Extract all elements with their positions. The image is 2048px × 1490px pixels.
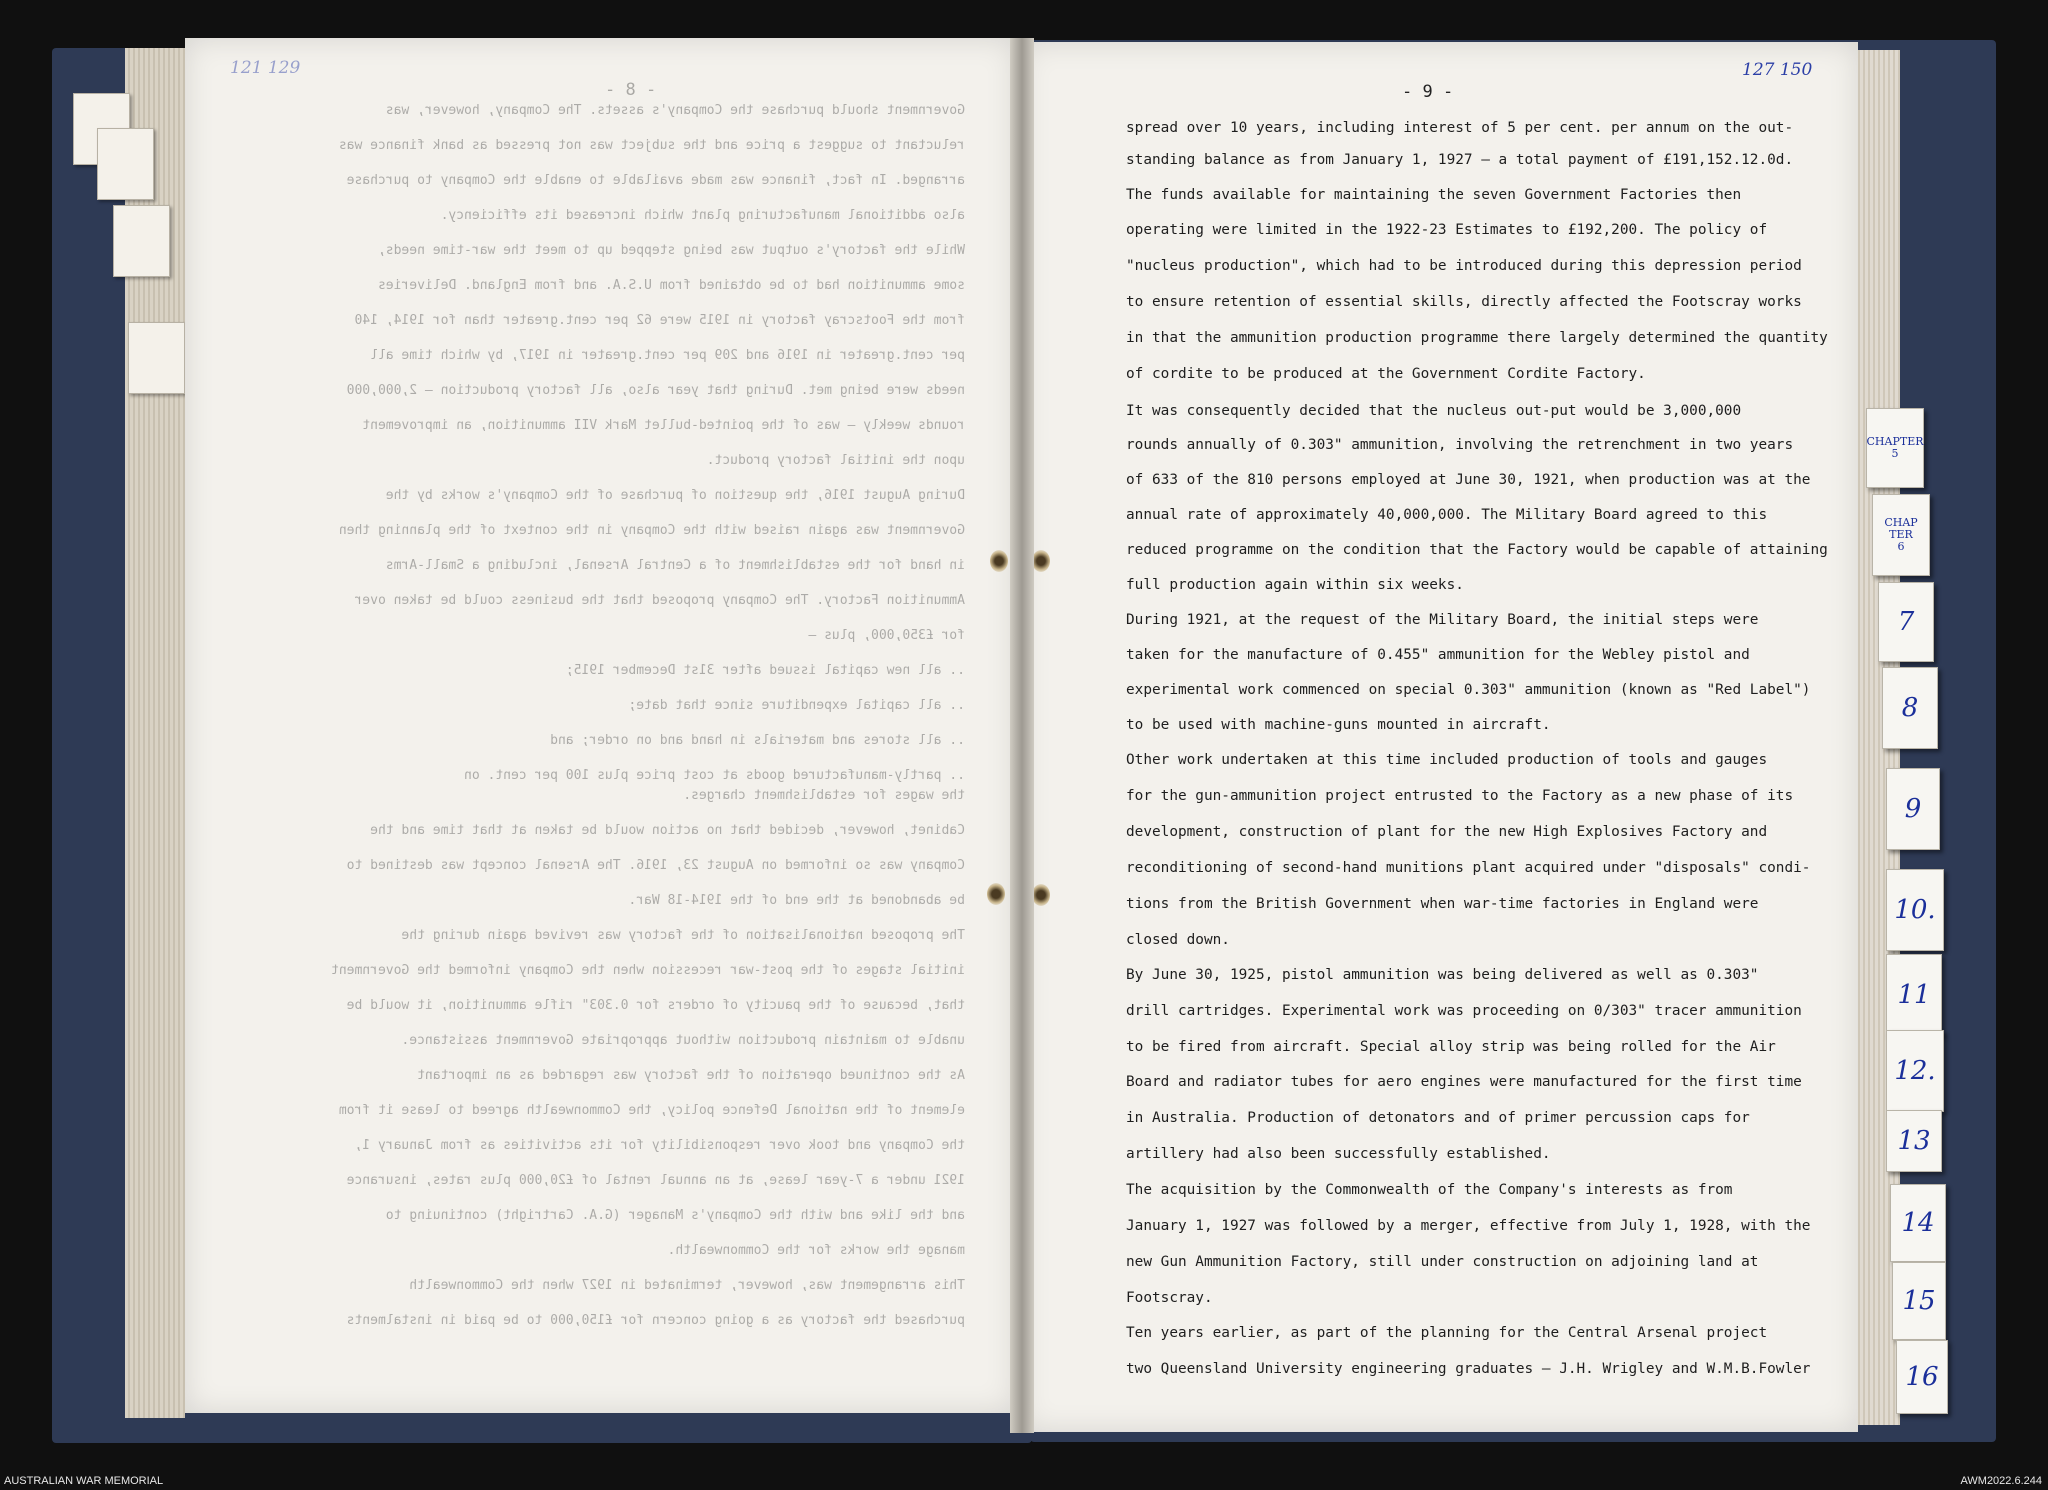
ghost-line: for £350,000, plus — (808, 628, 965, 643)
book-gutter (1010, 38, 1034, 1433)
ghost-line: rounds weekly — was of the pointed-bullet Mark VII ammunition, an improvement (362, 418, 965, 433)
ghost-line: element of the national Defence policy, the Commonwealth agreed to lease it from (338, 1103, 965, 1118)
text-line: full production again within six weeks. (1126, 577, 1464, 593)
binding-hole (987, 883, 1005, 905)
chapter-tab-6[interactable] (1872, 494, 1930, 576)
text-line: Footscray. (1126, 1290, 1213, 1306)
binding-hole (1032, 550, 1050, 572)
ghost-line: Company was so informed on August 23, 1916. The Arsenal concept was destined to (346, 858, 965, 873)
ghost-line: .. all new capital issued after 31st December 1915; (565, 663, 965, 678)
ghost-line: some ammunition had to be obtained from U.S.A. and from England. Deliveries (378, 278, 965, 293)
text-line: new Gun Ammunition Factory, still under construction on adjoining land at (1126, 1254, 1759, 1270)
text-line: Other work undertaken at this time included production of tools and gauges (1126, 752, 1768, 768)
text-line: experimental work commenced on special 0.303" ammunition (known as "Red Label") (1126, 682, 1811, 698)
chapter-tab-number: 7 (1897, 607, 1915, 637)
chapter-tab-13[interactable] (1886, 1110, 1942, 1172)
ghost-line: that, because of the paucity of orders for 0.303" rifle ammunition, it would be (346, 998, 965, 1013)
bleed-through-text (225, 38, 965, 1408)
chapter-tab-number: 15 (1902, 1286, 1936, 1316)
chapter-tab-16[interactable] (1896, 1340, 1948, 1414)
chapter-tab-11[interactable] (1886, 954, 1942, 1036)
text-line: "nucleus production", which had to be introduced during this depression period (1126, 258, 1802, 274)
chapter-tab-label: CHAP TER (1884, 516, 1918, 541)
text-line: annual rate of approximately 40,000,000. The Military Board agreed to this (1126, 507, 1768, 523)
left-index-tab (97, 128, 154, 200)
ghost-line: manage the works for the Commonwealth. (667, 1243, 965, 1258)
ghost-line: .. all stores and materials in hand and on order; and (550, 733, 965, 748)
ghost-line: .. all capital expenditure since that date; (628, 698, 965, 713)
text-line: reduced programme on the condition that the Factory would be capable of attaining (1126, 542, 1828, 558)
ghost-line: the wages for establishment charges. (683, 788, 965, 803)
ghost-line: be abandoned at the end of the 1914-18 War. (628, 893, 965, 908)
text-line: to be used with machine-guns mounted in aircraft. (1126, 717, 1551, 733)
chapter-tab-number: 13 (1897, 1126, 1931, 1156)
ghost-line: This arrangement was, however, terminated in 1927 when the Commonwealth (409, 1278, 965, 1293)
text-line: to ensure retention of essential skills, directly affected the Footscray works (1126, 294, 1802, 310)
text-line: for the gun-ammunition project entrusted to the Factory as a new phase of its (1126, 788, 1794, 804)
text-line: rounds annually of 0.303" ammunition, involving the retrenchment in two years (1126, 437, 1794, 453)
text-line: Ten years earlier, as part of the planning for the Central Arsenal project (1126, 1325, 1768, 1341)
chapter-tab-12[interactable] (1886, 1030, 1944, 1112)
ghost-line: and the like and with the Company's Manager (G.A. Cartright) continuing to (385, 1208, 965, 1223)
ghost-line: 1921 under a 7-year lease, at an annual rental of £20,000 plus rates, insurance (346, 1173, 965, 1188)
ghost-line: As the continued operation of the factory was regarded as an important (417, 1068, 965, 1083)
chapter-tab-label: CHAPTER (1866, 435, 1924, 448)
ghost-line: During August 1916, the question of purchase of the Company's works by the (385, 488, 965, 503)
ghost-line: purchased the factory as a going concern for £150,000 to be paid in instalments (346, 1313, 965, 1328)
chapter-tab-10[interactable] (1886, 869, 1944, 951)
ghost-line: needs were being met. During that year also, all factory production — 2,000,000 (346, 383, 965, 398)
chapter-tab-7[interactable] (1878, 582, 1934, 662)
ghost-line: Cabinet, however, decided that no action would be taken at that time and the (370, 823, 965, 838)
ghost-line: in hand for the establishment of a Central Arsenal, including a Small-Arms (385, 558, 965, 573)
left-page-number: - 8 - (605, 80, 657, 100)
left-page (185, 38, 1015, 1413)
chapter-tab-number: 12. (1894, 1056, 1936, 1086)
chapter-tab-number: 9 (1904, 794, 1922, 824)
right-page-number: - 9 - (1402, 82, 1454, 102)
text-line: closed down. (1126, 932, 1230, 948)
text-line: standing balance as from January 1, 1927 — a total payment of £191,152.12.0d. (1126, 152, 1794, 168)
text-line: artillery had also been successfully established. (1126, 1146, 1551, 1162)
ghost-line: While the factory's output was being stepped up to meet the war-time needs, (378, 243, 965, 258)
text-line: operating were limited in the 1922-23 Estimates to £192,200. The policy of (1126, 222, 1768, 238)
text-line: of 633 of the 810 persons employed at June 30, 1921, when production was at the (1126, 472, 1811, 488)
text-line: two Queensland University engineering graduates — J.H. Wrigley and W.M.B.Fowler (1126, 1361, 1811, 1377)
text-line: to be fired from aircraft. Special alloy strip was being rolled for the Air (1126, 1039, 1776, 1055)
ghost-line: the Company and took over responsibility for its activities as from January 1, (354, 1138, 965, 1153)
chapter-tab-9[interactable] (1886, 768, 1940, 850)
chapter-tab-5[interactable] (1866, 408, 1924, 488)
binding-hole (990, 550, 1008, 572)
left-index-tab (113, 205, 170, 277)
text-line: The funds available for maintaining the seven Government Factories then (1126, 187, 1742, 203)
text-line: development, construction of plant for the new High Explosives Factory and (1126, 824, 1768, 840)
archive-reference: AWM2022.6.244 (1960, 1475, 2042, 1487)
ghost-line: The proposed nationalisation of the factory was revived again during the (401, 928, 965, 943)
text-line: tions from the British Government when war-time factories in England were (1126, 896, 1759, 912)
ghost-line: reluctant to suggest a price and the subject was not pressed as bank finance was (338, 138, 965, 153)
text-line: During 1921, at the request of the Military Board, the initial steps were (1126, 612, 1759, 628)
left-index-tab (128, 322, 185, 394)
text-line: in Australia. Production of detonators and of primer percussion caps for (1126, 1110, 1750, 1126)
ghost-line: Ammunition Factory. The Company proposed that the business could be taken over (354, 593, 965, 608)
text-line: reconditioning of second-hand munitions plant acquired under "disposals" condi- (1126, 860, 1811, 876)
chapter-tab-number: 10. (1894, 895, 1936, 925)
archive-caption: AUSTRALIAN WAR MEMORIAL (4, 1475, 164, 1487)
text-line: January 1, 1927 was followed by a merger, effective from July 1, 1928, with the (1126, 1218, 1811, 1234)
ghost-line: also additional manufacturing plant which increased its efficiency. (440, 208, 965, 223)
ghost-line: .. partly-manufactured goods at cost price plus 100 per cent. on (464, 768, 965, 783)
binding-hole (1032, 884, 1050, 906)
chapter-tab-number: 14 (1901, 1208, 1935, 1238)
ghost-line: upon the initial factory product. (706, 453, 965, 468)
chapter-tab-number: 11 (1897, 980, 1931, 1010)
ghost-line: per cent.greater in 1916 and 209 per cent.greater in 1917, by which time all (370, 348, 965, 363)
left-folio: 121 129 (230, 58, 301, 78)
chapter-tab-8[interactable] (1882, 667, 1938, 749)
chapter-tab-number: 6 (1897, 540, 1905, 553)
text-line: Board and radiator tubes for aero engines were manufactured for the first time (1126, 1074, 1802, 1090)
chapter-tab-number: 5 (1891, 447, 1899, 460)
text-line: drill cartridges. Experimental work was proceeding on 0/303" tracer ammunition (1126, 1003, 1802, 1019)
chapter-tab-15[interactable] (1892, 1262, 1946, 1340)
text-line: It was consequently decided that the nucleus out-put would be 3,000,000 (1126, 403, 1742, 419)
ghost-line: Government was again raised with the Company in the context of the planning then (338, 523, 965, 538)
text-line: in that the ammunition production programme there largely determined the quantity (1126, 330, 1828, 346)
text-line: taken for the manufacture of 0.455" ammunition for the Webley pistol and (1126, 647, 1750, 663)
ghost-line: unable to maintain production without appropriate Government assistance. (401, 1033, 965, 1048)
text-line: The acquisition by the Commonwealth of the Company's interests as from (1126, 1182, 1733, 1198)
chapter-tab-number: 8 (1901, 693, 1919, 723)
ghost-line: initial stages of the post-war recession when the Company informed the Government (331, 963, 965, 978)
ghost-line: from the Footscray factory in 1915 were 62 per cent.greater than for 1914, 140 (354, 313, 965, 328)
right-folio: 127 150 (1742, 60, 1813, 80)
ghost-line: arranged. In fact, finance was made available to enable the Company to purchase (346, 173, 965, 188)
chapter-tab-14[interactable] (1890, 1184, 1946, 1262)
ghost-line: Government should purchase the Company's assets. The Company, however, was (385, 103, 965, 118)
text-line: of cordite to be produced at the Government Cordite Factory. (1126, 366, 1646, 382)
text-line: By June 30, 1925, pistol ammunition was being delivered as well as 0.303" (1126, 967, 1759, 983)
chapter-tab-number: 16 (1905, 1362, 1939, 1392)
text-line: spread over 10 years, including interest of 5 per cent. per annum on the out- (1126, 120, 1794, 136)
